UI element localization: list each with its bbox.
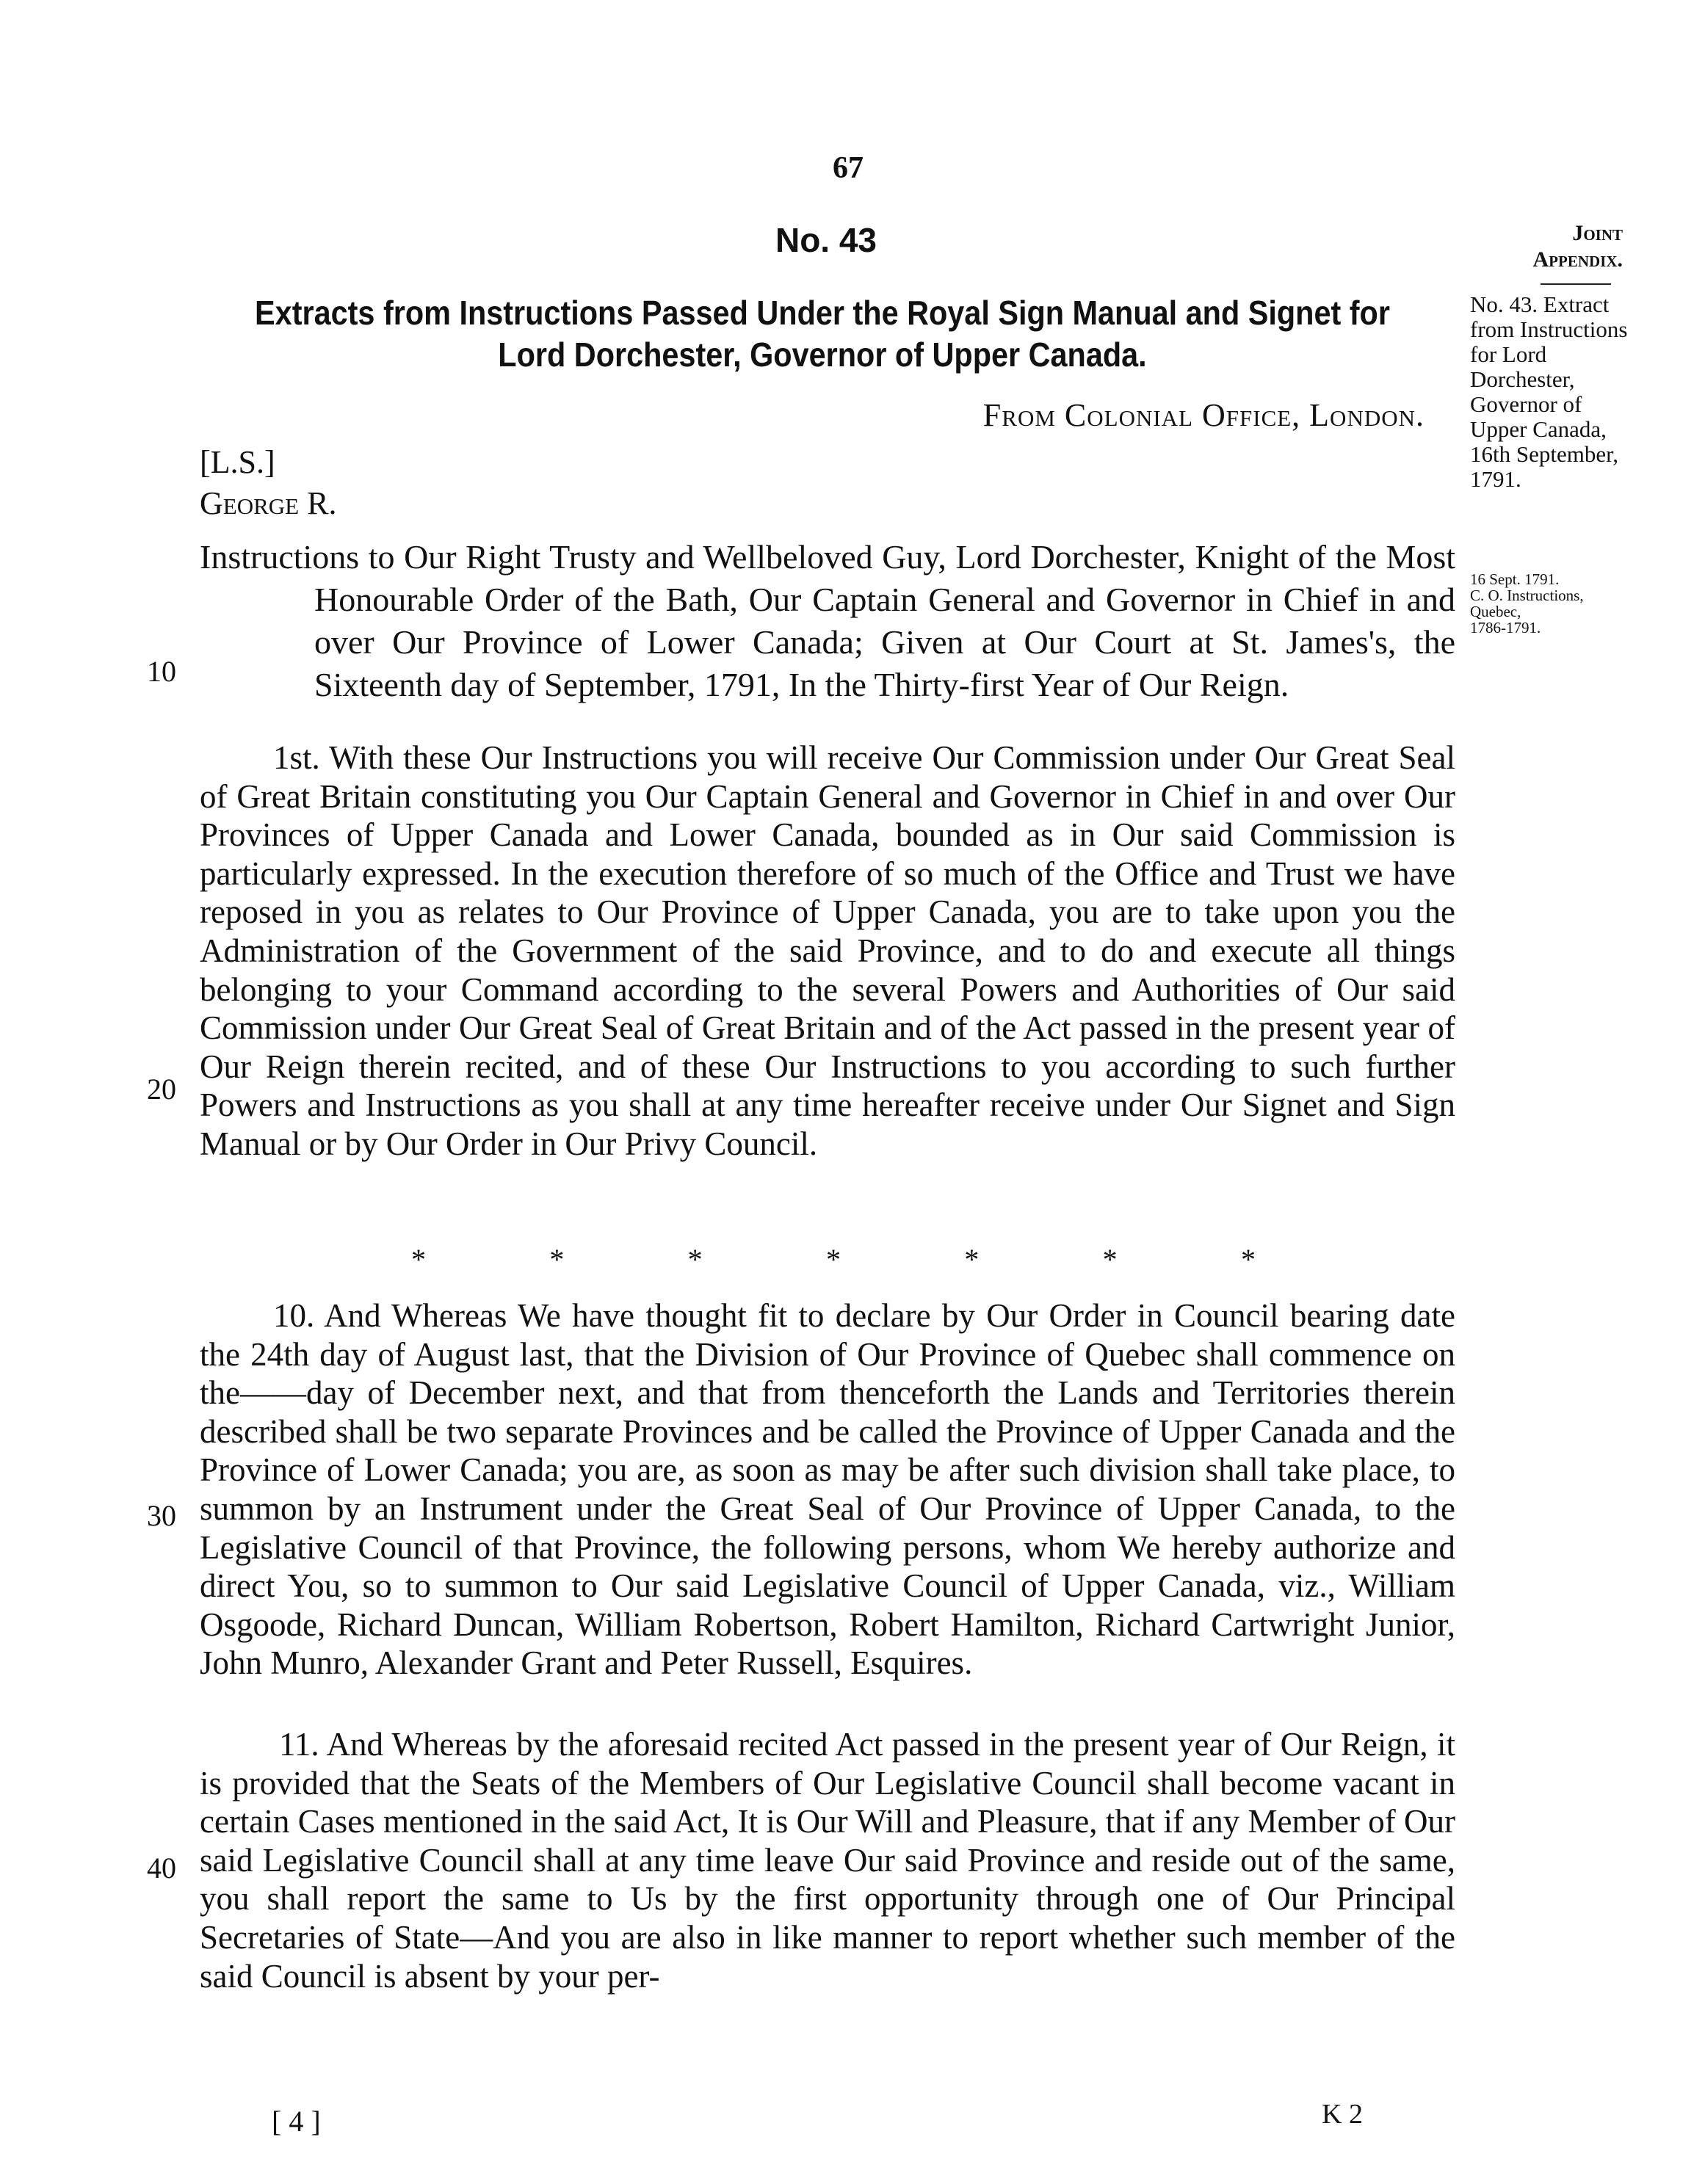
asterisk: *	[964, 1243, 980, 1276]
line-number-40: 40	[147, 1851, 176, 1884]
asterisk: *	[825, 1243, 841, 1276]
paragraph-1: 1st. With these Our Instructions you will receive Our Commission under Our Great Seal of Great Britain constituting you Our Captain General and Governor in Chief in and over Our Provinces of Upper Canada and Lower Canada, bounded as in Our said Commission is particularly expressed. In the execution therefore of so much of the Office and Trust we have reposed in you as relates to Our Province of Upper Canada, you are to take upon you the Administration of the Government of the said Province, and to do and execute all things belonging to your Command according to the several Powers and Authorities of Our said Commission under Our Great Seal of Great Britain and of the Act passed in the present year of Our Reign therein recited, and of these Our Instructions to you according to such further Powers and Instructions as you shall at any time hereafter receive under Our Signet and Sign Manual or by Our Order in Our Privy Council.	[200, 739, 1455, 1162]
asterisk: *	[411, 1243, 426, 1276]
margin-label	[1476, 220, 1623, 273]
margin-reference-line: 1786-1791.	[1470, 619, 1541, 636]
asterisk-divider	[411, 1242, 1256, 1277]
signature-line: George R.	[200, 485, 337, 521]
margin-rule	[1541, 283, 1611, 285]
margin-label-line: Appendix.	[1532, 247, 1623, 272]
footer-sheet-mark: K 2	[1322, 2099, 1363, 2130]
margin-note: No. 43. Extract from Instructions for Lord Dorchester, Governor of Upper Canada, 16th September, 1791.	[1470, 291, 1628, 492]
line-number-30: 30	[147, 1499, 176, 1532]
margin-label-line: Joint	[1572, 221, 1623, 245]
instructions-heading: Instructions to Our Right Trusty and Wellbeloved Guy, Lord Dorchester, Knight of the Most Honourable Order of the Bath, Our Captain General and Governor in Chief in and over Our Province of Lower Canada; Given at Our Court at St. James's, the Sixteenth day of September, 1791, In the Thirty-first Year of Our Reign.	[200, 538, 1455, 703]
source-line: From Colonial Office, London.	[982, 397, 1425, 433]
margin-reference	[1470, 571, 1632, 636]
line-number-10: 10	[147, 655, 176, 688]
asterisk: *	[549, 1243, 565, 1276]
paragraph-10: 10. And Whereas We have thought fit to declare by Our Order in Council bearing date the 24th day of August last, that the Division of Our Province of Quebec shall commence on the——day of December next, and that from thenceforth the Lands and Territories therein described shall be two separate Provinces and be called the Province of Upper Canada and the Province of Lower Canada; you are, as soon as may be after such division shall take place, to summon by an Instrument under the Great Seal of Our Province of Upper Canada, to the Legislative Council of that Province, the following persons, whom We hereby authorize and direct You, so to summon to Our said Legislative Council of Upper Canada, viz., William Osgoode, Richard Duncan, William Robertson, Robert Hamilton, Richard Cartwright Junior, John Munro, Alexander Grant and Peter Russell, Esquires.	[200, 1297, 1455, 1682]
footer-signature-mark: [ 4 ]	[272, 2105, 321, 2138]
asterisk: *	[1240, 1243, 1256, 1276]
margin-reference-line: C. O. Instructions, Quebec,	[1470, 587, 1584, 620]
asterisk: *	[1102, 1243, 1118, 1276]
seal-line: [L.S.]	[200, 444, 275, 480]
line-number-20: 20	[147, 1073, 176, 1106]
document-title: Extracts from Instructions Passed Under the Royal Sign Manual and Signet for Lord Dorchester, Governor of Upper Canada.	[255, 294, 1390, 374]
paragraph-11: 11. And Whereas by the aforesaid recited Act passed in the present year of Our Reign, it is provided that the Seats of the Members of Our Legislative Council shall become vacant in certain Cases mentioned in the said Act, It is Our Will and Pleasure, that if any Member of Our said Legislative Council shall at any time leave Our said Province and reside out of the same, you shall report the same to Us by the first opportunity through one of Our Principal Secretaries of State—And you are also in like manner to report whether such member of the said Council is absent by your per-	[200, 1726, 1455, 1995]
asterisk: *	[687, 1243, 703, 1276]
page-number: 67	[833, 151, 864, 185]
margin-reference-line: 16 Sept. 1791.	[1470, 570, 1560, 588]
document-number: No. 43	[775, 221, 877, 259]
